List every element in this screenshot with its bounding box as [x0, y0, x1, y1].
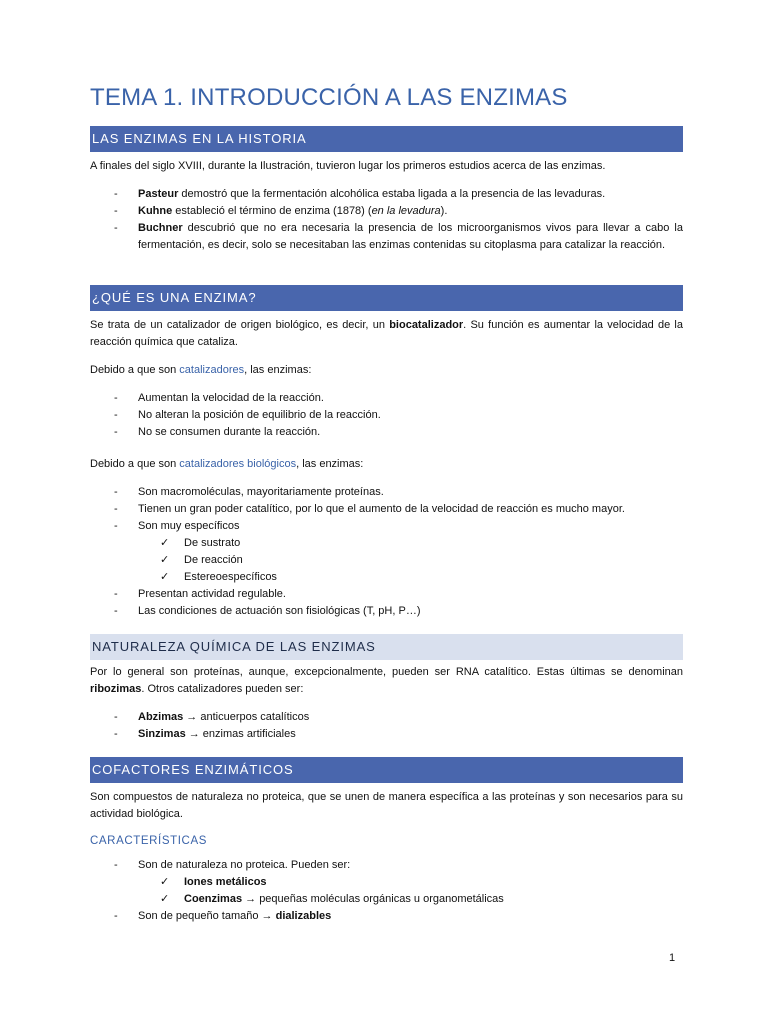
check-item: ✓ De reacción — [138, 552, 683, 569]
list-item: - Son de pequeño tamaño → dializables — [114, 910, 332, 922]
list-item: - Son de naturaleza no proteica. Pueden ser: ✓ Iones metálicos ✓ Coenzimas → pequeñas moléculas orgánicas u organometálicas — [90, 857, 683, 908]
naturaleza-list — [90, 709, 683, 743]
especificidad-list — [138, 535, 683, 586]
checkmark-icon: ✓ — [160, 893, 170, 905]
caracteristicas-list — [90, 857, 683, 925]
checkmark-icon: ✓ — [160, 537, 170, 549]
historia-intro: A finales del siglo XVIII, durante la Ilustración, tuvieron lugar los primeros estudios acerca de las enzimas. — [90, 160, 606, 172]
subheading-caracteristicas: CARACTERÍSTICAS — [90, 835, 207, 847]
checkmark-icon: ✓ — [160, 554, 170, 566]
list-item: - Sinzimas → enzimas artificiales — [114, 728, 296, 740]
checkmark-icon: ✓ — [160, 571, 170, 583]
check-item: ✓ Estereoespecíficos — [138, 569, 683, 586]
list-item: - Aumentan la velocidad de la reacción. — [114, 392, 324, 404]
section-heading-historia: LAS ENZIMAS EN LA HISTORIA — [90, 126, 683, 152]
document-title: TEMA 1. INTRODUCCIÓN A LAS ENZIMAS — [90, 84, 568, 111]
check-item: ✓ Iones metálicos — [138, 874, 683, 891]
list-item: - Kuhne estableció el término de enzima (1878) (en la levadura). — [114, 205, 448, 217]
cofactor-types-list — [138, 874, 683, 908]
list-item: - Buchner descubrió que no era necesaria la presencia de los microorganismos vivos para llevar a cabo la fermentación, es decir, solo se necesitaban las enzimas contenidas su citoplasma para catalizar la reacción. — [114, 222, 683, 251]
page-number: 1 — [669, 952, 676, 964]
biologicos-term: catalizadores biológicos — [179, 458, 297, 470]
section-heading-cofactores: COFACTORES ENZIMÁTICOS — [90, 757, 683, 783]
list-item: - No se consumen durante la reacción. — [114, 426, 321, 438]
historia-list — [90, 186, 683, 254]
section-heading-que-es: ¿QUÉ ES UNA ENZIMA? — [90, 285, 683, 311]
list-item: - No alteran la posición de equilibrio de la reacción. — [114, 409, 381, 421]
list-item: - Tienen un gran poder catalítico, por lo que el aumento de la velocidad de reacción es mucho mayor. — [114, 503, 625, 515]
list-item: - Presentan actividad regulable. — [114, 588, 286, 600]
catalizadores-term: catalizadores — [179, 364, 245, 376]
biologicos-list — [90, 484, 683, 620]
list-item: - Son muy específicos ✓ De sustrato ✓ De reacción ✓ Estereoespecíficos — [90, 518, 683, 586]
catalizadores-intro: Debido a que son catalizadores, las enzimas: — [90, 364, 312, 376]
que-es-definition: Se trata de un catalizador de origen biológico, es decir, un biocatalizador. Su función es aumentar la velocidad de la reacción química que cataliza. — [90, 319, 683, 348]
checkmark-icon: ✓ — [160, 876, 170, 888]
catalizadores-list — [90, 390, 683, 441]
cofactores-text: Son compuestos de naturaleza no proteica, que se unen de manera específica a las proteínas y son necesarios para su actividad biológica. — [90, 791, 683, 820]
check-item: ✓ De sustrato — [138, 535, 683, 552]
check-item: ✓ Coenzimas → pequeñas moléculas orgánicas u organometálicas — [138, 891, 683, 908]
list-item: - Pasteur demostró que la fermentación alcohólica estaba ligada a la presencia de las levaduras. — [114, 188, 606, 200]
list-item: - Abzimas → anticuerpos catalíticos — [114, 711, 310, 723]
biologicos-intro: Debido a que son catalizadores biológicos, las enzimas: — [90, 458, 364, 470]
list-item: - Las condiciones de actuación son fisiológicas (T, pH, P…) — [114, 605, 421, 617]
list-item: - Son macromoléculas, mayoritariamente proteínas. — [114, 486, 384, 498]
section-heading-naturaleza: NATURALEZA QUÍMICA DE LAS ENZIMAS — [90, 634, 683, 660]
naturaleza-text: Por lo general son proteínas, aunque, excepcionalmente, pueden ser RNA catalítico. Estas últimas se denominan ribozimas. Otros catalizadores pueden ser: — [90, 666, 683, 695]
